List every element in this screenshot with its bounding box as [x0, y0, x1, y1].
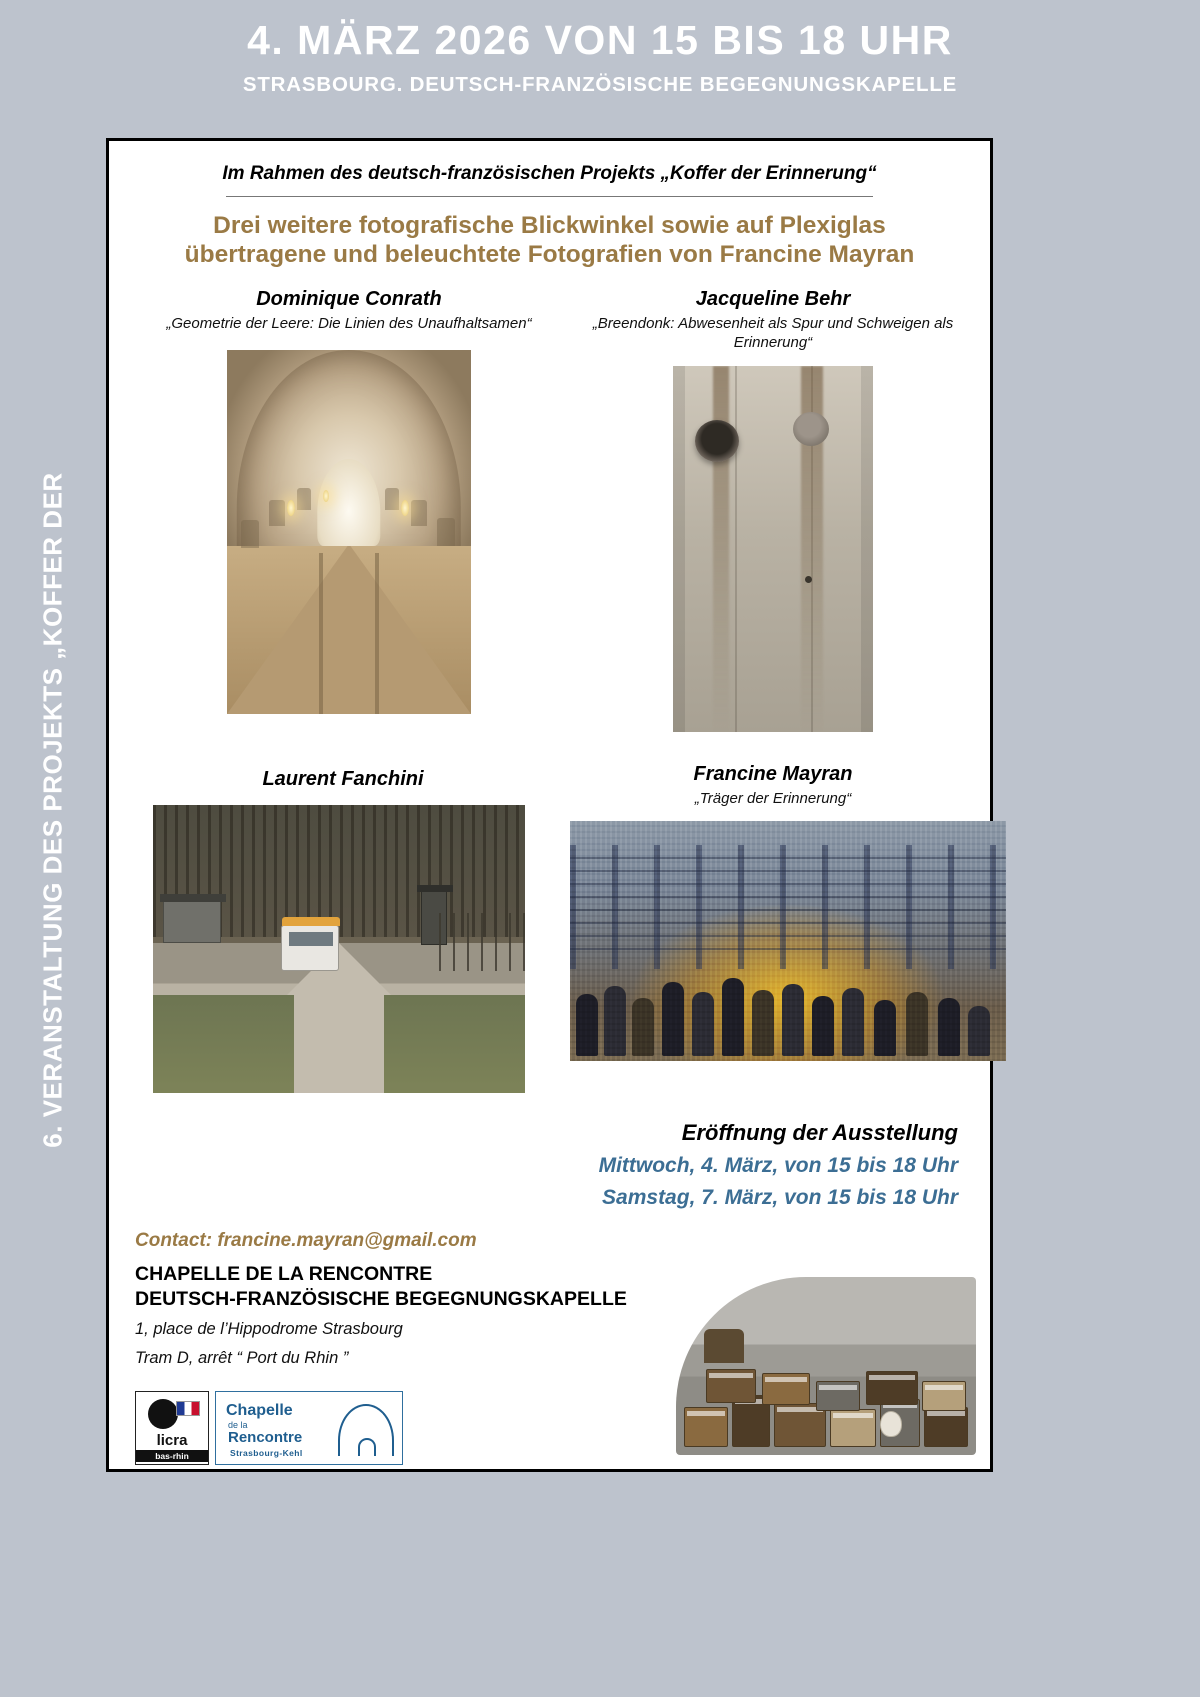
photographer-name: Jacqueline Behr [695, 287, 851, 310]
poster-panel [106, 138, 993, 1472]
chapel-door-icon [358, 1438, 376, 1456]
painting-photo [570, 821, 1006, 1061]
photographer-block-fanchini [153, 768, 533, 1093]
chapelle-logo-line1: Chapelle [226, 1401, 293, 1419]
photographer-name: Dominique Conrath [256, 287, 442, 310]
opening-block [135, 1120, 964, 1210]
photographer-name: Francine Mayran [693, 762, 853, 785]
photographer-caption: „Breendonk: Abwesenheit als Spur und Schweigen als Erinnerung“ [592, 314, 954, 351]
venue-address: 1, place de l’Hippodrome Strasbourg [135, 1319, 403, 1338]
venue-transport: Tram D, arrêt “ Port du Rhin ” [135, 1349, 349, 1368]
venue-name-fr: CHAPELLE DE LA RENCONTRE [135, 1262, 433, 1285]
poster-subtitle: Drei weitere fotografische Blickwinkel sowie auf Plexiglas übertragene und beleuchtete Fotografien von Francine Mayran [184, 212, 915, 269]
chapelle-logo-line4: Strasbourg-Kehl [230, 1447, 303, 1458]
photographer-caption: „Geometrie der Leere: Die Linien des Unaufhaltsamen“ [166, 314, 532, 332]
photographer-block-conrath [159, 288, 539, 714]
event-date: 4. MÄRZ 2026 VON 15 BIS 18 UHR [247, 17, 953, 63]
vertical-series-label-text: 6. VERANSTALTUNG DES PROJEKTS „KOFFER DER [37, 472, 67, 1148]
licra-logo-sub: bas-rhin [136, 1450, 208, 1462]
licra-logo-word: licra [156, 1431, 188, 1449]
opening-date-1: Mittwoch, 4. März, von 15 bis 18 Uhr [598, 1153, 958, 1177]
contact-line[interactable]: Contact: francine.mayran@gmail.com [135, 1229, 477, 1251]
venue-name-de: DEUTSCH-FRANZÖSISCHE BEGEGNUNGSKAPELLE [135, 1287, 627, 1310]
chapelle-logo [215, 1391, 403, 1465]
chapelle-logo-line2: de la [228, 1419, 248, 1430]
photographer-block-behr [583, 288, 963, 733]
french-flag-icon [176, 1401, 200, 1416]
suitcase-hatbox [704, 1329, 744, 1363]
licra-head-icon [148, 1399, 178, 1429]
forest-road-photo [153, 805, 525, 1093]
photographer-caption: „Träger der Erinnerung“ [694, 789, 852, 807]
project-frame-text: Im Rahmen des deutsch-französischen Projekts „Koffer der Erinnerung“ [222, 163, 877, 184]
photographer-name: Laurent Fanchini [262, 767, 424, 790]
poster-header [55, 0, 1145, 97]
suitcase-mask [880, 1411, 902, 1437]
event-place: STRASBOURG. DEUTSCH-FRANZÖSISCHE BEGEGNUNGSKAPELLE [242, 73, 958, 97]
opening-date-2: Samstag, 7. März, von 15 bis 18 Uhr [602, 1185, 958, 1209]
photographer-block-mayran [583, 763, 963, 1061]
chapelle-logo-line3: Rencontre [228, 1428, 303, 1446]
licra-logo [135, 1391, 209, 1465]
tunnel-photo [227, 350, 471, 714]
photographers-grid [135, 288, 964, 1118]
concrete-wall-photo [673, 366, 873, 732]
vertical-series-label [0, 130, 105, 1490]
divider [226, 196, 873, 197]
opening-title: Eröffnung der Ausstellung [681, 1119, 958, 1145]
